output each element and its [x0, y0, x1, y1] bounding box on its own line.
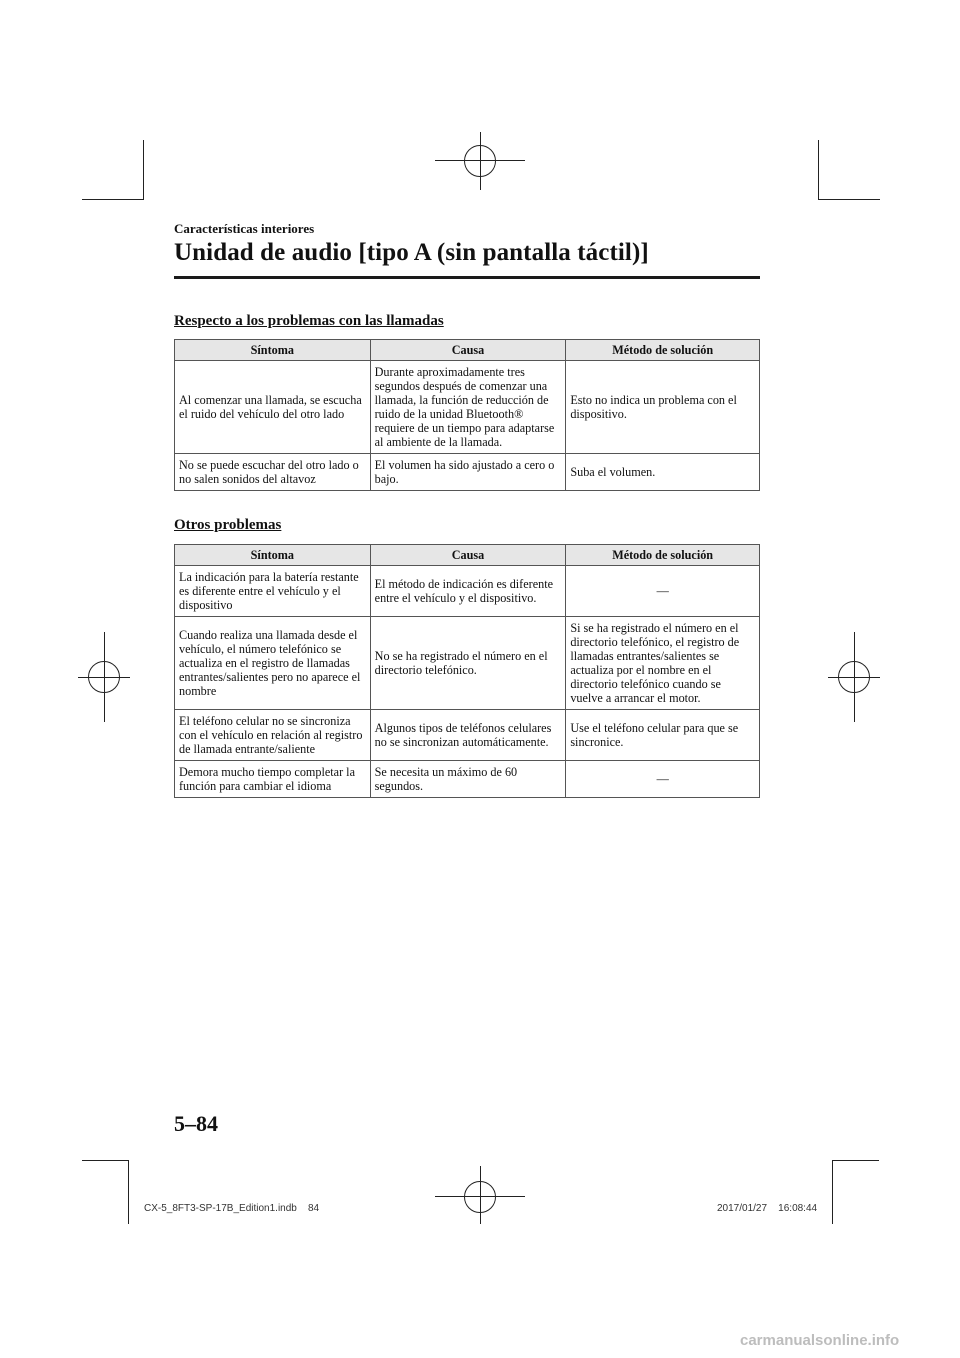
cause-cell: El volumen ha sido ajustado a cero o bajo.: [370, 454, 566, 491]
solution-cell: —: [566, 761, 760, 798]
table-row: [175, 566, 760, 617]
watermark: carmanualsonline.info: [740, 1332, 900, 1349]
symptom-cell: El teléfono celular no se sincroniza con el vehículo en relación al registro de llamada entrante/saliente: [175, 710, 371, 761]
calls-section-heading: Respecto a los problemas con las llamadas: [174, 313, 444, 329]
calls-troubleshooting-table: [174, 339, 760, 491]
column-header-symptom: Síntoma: [175, 340, 371, 361]
symptom-cell: Demora mucho tiempo completar la función para cambiar el idioma: [175, 761, 371, 798]
section-label: Características interiores: [174, 221, 315, 236]
symptom-cell: No se puede escuchar del otro lado o no salen sonidos del altavoz: [175, 454, 371, 491]
cause-cell: Se necesita un máximo de 60 segundos.: [370, 761, 566, 798]
print-timestamp: 2017/01/27 16:08:44: [717, 1203, 818, 1214]
solution-cell: Use el teléfono celular para que se sincronice.: [566, 710, 760, 761]
other-troubleshooting-table: [174, 544, 760, 798]
print-file-info: CX-5_8FT3-SP-17B_Edition1.indb 84: [144, 1203, 320, 1214]
symptom-cell: La indicación para la batería restante es diferente entre el vehículo y el dispositivo: [175, 566, 371, 617]
table-row: [175, 761, 760, 798]
column-header-symptom: Síntoma: [175, 545, 371, 566]
page-title: Unidad de audio [tipo A (sin pantalla táctil)]: [174, 239, 649, 266]
cause-cell: No se ha registrado el número en el directorio telefónico.: [370, 617, 566, 710]
symptom-cell: Al comenzar una llamada, se escucha el ruido del vehículo del otro lado: [175, 361, 371, 454]
column-header-cause: Causa: [370, 545, 566, 566]
table-header-row: [175, 340, 760, 361]
table-row: [175, 710, 760, 761]
page-number: 5–84: [174, 1111, 218, 1136]
solution-cell: Si se ha registrado el número en el directorio telefónico, el registro de llamadas entrantes/salientes se actualiza por el nombre en el directorio telefónico cuando se vuelve a arrancar el motor.: [566, 617, 760, 710]
column-header-cause: Causa: [370, 340, 566, 361]
table-header-row: [175, 545, 760, 566]
symptom-cell: Cuando realiza una llamada desde el vehículo, el número telefónico se actualiza en el registro de llamadas entrantes/salientes pero no aparece el nombre: [175, 617, 371, 710]
column-header-solution: Método de solución: [566, 340, 760, 361]
solution-cell: Suba el volumen.: [566, 454, 760, 491]
cause-cell: Durante aproximadamente tres segundos después de comenzar una llamada, la función de reducción de ruido de la unidad Bluetooth® requiere de un tiempo para adaptarse al ambiente de la llamada.: [370, 361, 566, 454]
cause-cell: Algunos tipos de teléfonos celulares no se sincronizan automáticamente.: [370, 710, 566, 761]
column-header-solution: Método de solución: [566, 545, 760, 566]
table-row: [175, 617, 760, 710]
table-row: [175, 361, 760, 454]
cause-cell: El método de indicación es diferente entre el vehículo y el dispositivo.: [370, 566, 566, 617]
solution-cell: —: [566, 566, 760, 617]
solution-cell: Esto no indica un problema con el dispositivo.: [566, 361, 760, 454]
title-divider: [174, 276, 760, 279]
other-section-heading: Otros problemas: [174, 517, 282, 533]
table-row: [175, 454, 760, 491]
